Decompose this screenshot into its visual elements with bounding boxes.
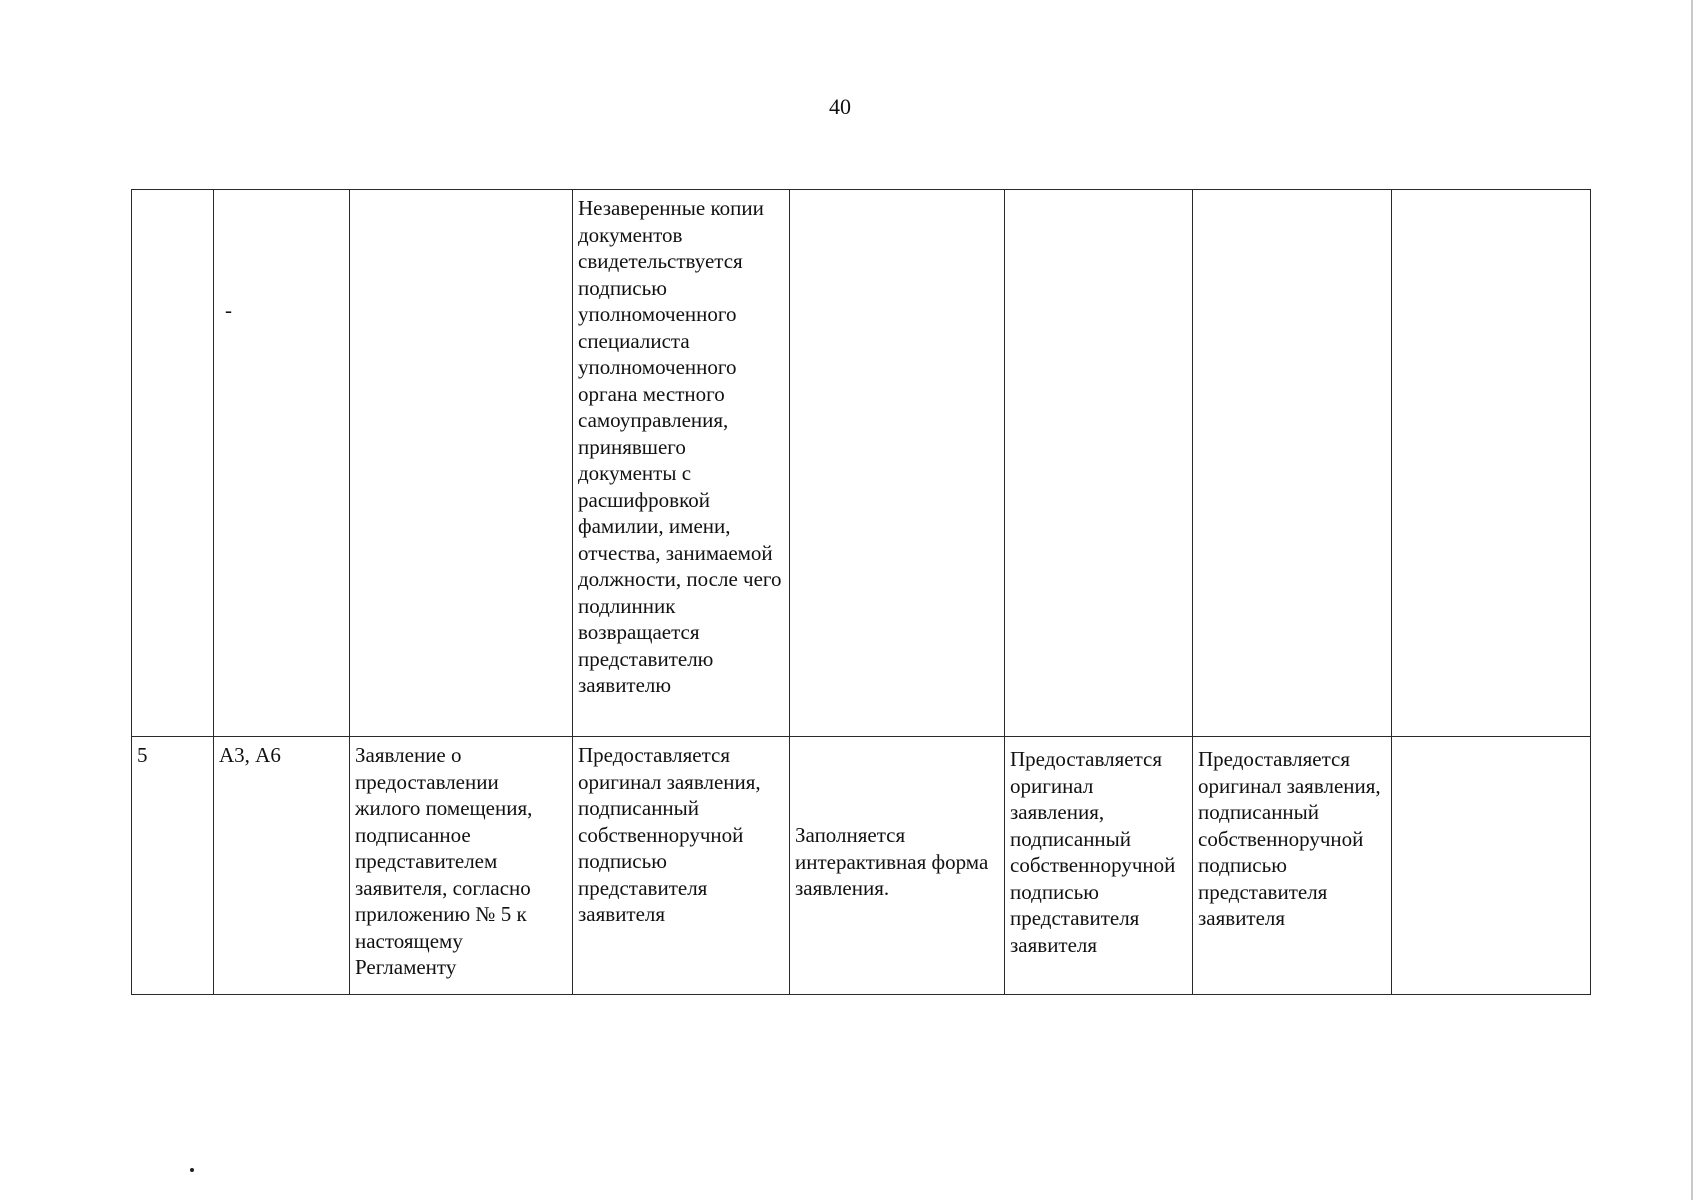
page-number: 40 bbox=[829, 94, 851, 119]
table-cell-extra bbox=[1392, 737, 1591, 995]
table-cell-document: Заявление о предоставлении жилого помещения, подписанное представителем заявителя, согласно приложению № 5 к настоящему Регламенту bbox=[350, 737, 573, 995]
table-cell-number bbox=[132, 190, 214, 737]
table-cell-electronic-form bbox=[790, 190, 1005, 737]
table-cell-mfc bbox=[1005, 190, 1193, 737]
table-cell-electronic-form bbox=[790, 737, 1005, 995]
scan-edge bbox=[1691, 0, 1693, 1200]
dash-mark: - bbox=[225, 298, 232, 322]
table-cell-post: Предоставляется оригинал заявления, подписанный собственноручной подписью представителя заявителя bbox=[1193, 737, 1392, 995]
electronic-form-text: Заполняется интерактивная форма заявления. bbox=[795, 823, 989, 900]
table-cell-mfc: Предоставляется оригинал заявления, подписанный собственноручной подписью представителя заявителя bbox=[1005, 737, 1193, 995]
table-cell-post bbox=[1193, 190, 1392, 737]
table-cell-extra bbox=[1392, 190, 1591, 737]
table-row bbox=[132, 737, 1591, 995]
table-cell-number: 5 bbox=[132, 737, 214, 995]
table-cell-category bbox=[214, 190, 350, 737]
document-table bbox=[131, 189, 1591, 995]
table-row bbox=[132, 190, 1591, 737]
table-cell-document bbox=[350, 190, 573, 737]
table-cell-requirements: Незаверенные копии документов свидетельствуется подписью уполномоченного специалиста уполномоченного органа местного самоуправления, принявшего документы с расшифровкой фамилии, имени, отчества, занимаемой должности, после чего подлинник возвращается представителю заявителю bbox=[573, 190, 790, 737]
scan-speck bbox=[190, 1168, 194, 1172]
table-cell-category: А3, А6 bbox=[214, 737, 350, 995]
table-cell-requirements: Предоставляется оригинал заявления, подписанный собственноручной подписью представителя заявителя bbox=[573, 737, 790, 995]
